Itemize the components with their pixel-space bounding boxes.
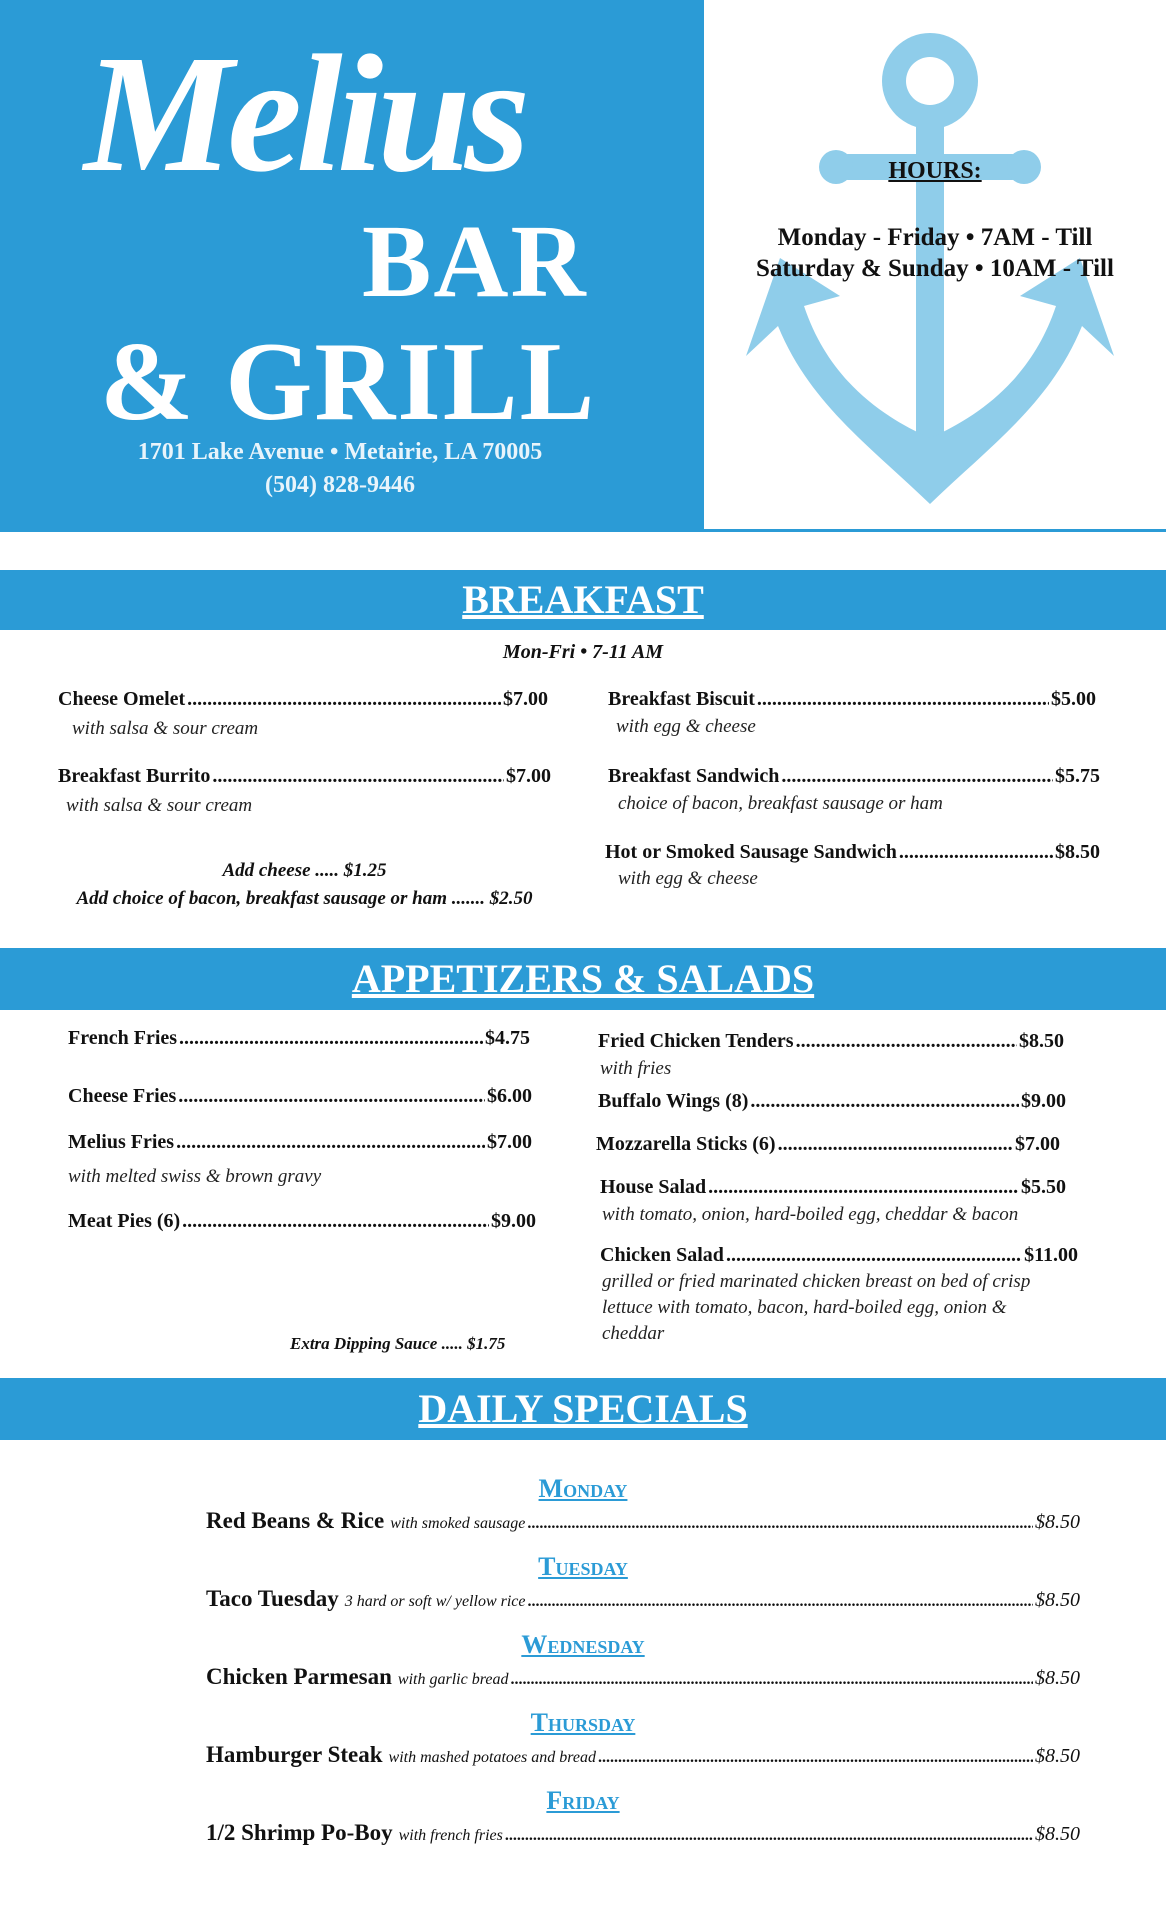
item-name: Breakfast Biscuit (608, 688, 755, 710)
item-price: $6.00 (487, 1085, 532, 1107)
item-price: $9.00 (1021, 1090, 1066, 1112)
item-name: Cheese Fries (68, 1085, 177, 1107)
item-description: with egg & cheese (616, 716, 756, 737)
item-price: $7.00 (1015, 1133, 1060, 1155)
item-description: choice of bacon, breakfast sausage or ham (618, 793, 943, 814)
item-description: with salsa & sour cream (66, 795, 253, 816)
logo-melius: Melius (84, 21, 525, 207)
dish-price: $8.50 (1035, 1667, 1080, 1689)
item-name: French Fries (68, 1027, 178, 1049)
item-price: $4.75 (485, 1027, 530, 1049)
menu-item (608, 688, 1096, 711)
item-name: Fried Chicken Tenders (598, 1030, 794, 1052)
section-header-daily-specials: DAILY SPECIALS (0, 1378, 1166, 1440)
dish-description: with mashed potatoes and bread (388, 1749, 596, 1766)
special-item (206, 1664, 1080, 1690)
menu-item (68, 1210, 536, 1233)
item-name: Breakfast Sandwich (608, 765, 780, 787)
header-divider (704, 529, 1166, 532)
item-name: Melius Fries (68, 1131, 175, 1153)
brand-panel (0, 0, 704, 532)
day-monday: Monday (538, 1474, 628, 1503)
addon-meat: Add choice of bacon, breakfast sausage or ham ....... $2.50 (76, 888, 533, 909)
item-price: $8.50 (1055, 841, 1100, 863)
menu-item (598, 1030, 1064, 1053)
breakfast-hours: Mon-Fri • 7-11 AM (502, 641, 664, 663)
menu-item (68, 1027, 530, 1050)
item-description: with fries (600, 1058, 672, 1079)
dish-name: Hamburger Steak (206, 1742, 383, 1767)
menu-item (608, 765, 1100, 788)
item-description: grilled or fried marinated chicken breast on bed of crisp (602, 1271, 1031, 1292)
menu-item (600, 1244, 1078, 1267)
item-description: lettuce with tomato, bacon, hard-boiled egg, onion & (602, 1297, 1007, 1318)
day-friday: Friday (546, 1786, 620, 1815)
address: 1701 Lake Avenue • Metairie, LA 70005 (137, 439, 543, 465)
menu-item (605, 841, 1100, 864)
dish-price: $8.50 (1035, 1745, 1080, 1767)
special-item (206, 1820, 1080, 1846)
item-name: House Salad (600, 1176, 707, 1198)
menu-item (596, 1133, 1060, 1156)
special-item (206, 1508, 1080, 1534)
item-price: $8.50 (1019, 1030, 1064, 1052)
special-item (206, 1586, 1080, 1612)
item-description: with salsa & sour cream (72, 718, 259, 739)
day-tuesday: Tuesday (538, 1552, 628, 1581)
item-price: $5.50 (1021, 1176, 1066, 1198)
section-header-appetizers: APPETIZERS & SALADS (0, 948, 1166, 1010)
section-header-breakfast: BREAKFAST (0, 570, 1166, 630)
item-name: Meat Pies (6) (68, 1210, 181, 1232)
dish-price: $8.50 (1035, 1823, 1080, 1845)
menu-item (600, 1176, 1066, 1199)
item-price: $9.00 (491, 1210, 536, 1232)
item-name: Buffalo Wings (8) (598, 1090, 749, 1112)
menu-item (68, 1085, 532, 1108)
item-description: with tomato, onion, hard-boiled egg, cheddar & bacon (602, 1204, 1019, 1225)
logo-grill: & GRILL (100, 320, 597, 444)
dish-description: 3 hard or soft w/ yellow rice (344, 1593, 526, 1610)
item-name: Mozzarella Sticks (6) (596, 1133, 776, 1155)
menu-item (68, 1131, 532, 1154)
hours-panel (704, 0, 1166, 532)
special-item (206, 1742, 1080, 1768)
dish-name: 1/2 Shrimp Po-Boy (206, 1820, 393, 1845)
menu-item (598, 1090, 1066, 1113)
addon-cheese: Add cheese ..... $1.25 (222, 860, 387, 881)
item-name: Breakfast Burrito (58, 765, 211, 787)
item-name: Chicken Salad (600, 1244, 724, 1266)
hours-weekend: Saturday & Sunday • 10AM - Till (756, 255, 1114, 282)
item-price: $5.75 (1055, 765, 1100, 787)
hours-title: HOURS: (888, 158, 982, 184)
dish-description: with garlic bread (397, 1671, 509, 1688)
dish-name: Red Beans & Rice (206, 1508, 385, 1533)
item-price: $5.00 (1051, 688, 1096, 710)
menu-item (58, 688, 548, 711)
item-description: with egg & cheese (618, 868, 758, 889)
dish-price: $8.50 (1035, 1511, 1080, 1533)
dish-name: Chicken Parmesan (206, 1664, 392, 1689)
logo (70, 21, 630, 444)
dish-name: Taco Tuesday (206, 1586, 339, 1611)
item-description: cheddar (602, 1323, 665, 1344)
item-price: $7.00 (487, 1131, 532, 1153)
dish-description: with french fries (398, 1827, 503, 1844)
item-description: with melted swiss & brown gravy (68, 1166, 322, 1187)
phone: (504) 828-9446 (265, 472, 415, 498)
day-wednesday: Wednesday (521, 1630, 645, 1659)
item-price: $7.00 (503, 688, 548, 710)
hours-weekday: Monday - Friday • 7AM - Till (777, 224, 1093, 251)
item-price: $7.00 (506, 765, 551, 787)
dish-price: $8.50 (1035, 1589, 1080, 1611)
logo-bar: BAR (362, 204, 588, 319)
contact-block (0, 436, 680, 502)
item-name: Hot or Smoked Sausage Sandwich (605, 841, 897, 863)
item-name: Cheese Omelet (58, 688, 186, 710)
dish-description: with smoked sausage (390, 1515, 526, 1532)
extra-dipping-sauce: Extra Dipping Sauce ..... $1.75 (290, 1334, 506, 1353)
item-price: $11.00 (1024, 1244, 1078, 1266)
day-thursday: Thursday (530, 1708, 636, 1737)
menu-item (58, 765, 551, 788)
